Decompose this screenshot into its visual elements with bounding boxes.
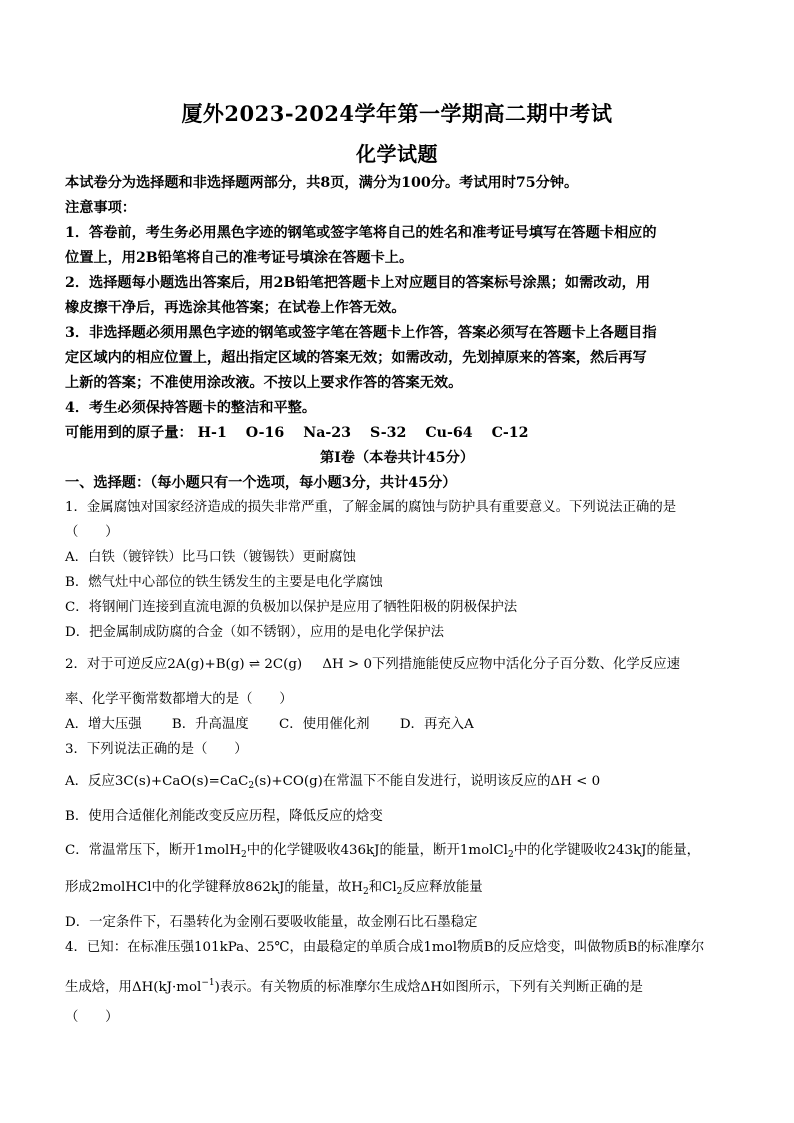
atomic-mass-label: 可能用到的原子量： bbox=[65, 425, 193, 441]
q2-option-c: C．使用催化剂 bbox=[278, 717, 370, 732]
section-1-title: 一、选择题：（每小题只有一个选项，每小题3分，共计45分） bbox=[65, 475, 457, 491]
q4-text: )表示。有关物质的标准摩尔生成焓ΔH如图所示，下列有关判断正确的是 bbox=[214, 980, 643, 995]
q1-option-c: C．将钢闸门连接到直流电源的负极加以保护是应用了牺牲阳极的阴极保护法 bbox=[65, 600, 518, 615]
atomic-mass-item: O-16 bbox=[245, 425, 285, 441]
notice-3c: 上新的答案；不准使用涂改液。不按以上要求作答的答案无效。 bbox=[65, 375, 463, 391]
q4-line-1: 4．已知：在标准压强101kPa、25℃，由最稳定的单质合成1mol物质B的反应焓变，叫做物质B的标准摩尔 bbox=[65, 940, 705, 955]
q3-c-text: 和Cl bbox=[368, 880, 397, 895]
q3-c-sub: 2 bbox=[362, 887, 369, 897]
q3-c-sub: 2 bbox=[396, 887, 403, 897]
page-title: 厦外2023-2024学年第一学期高二期中考试 bbox=[181, 101, 613, 126]
q3-c-sub: 2 bbox=[507, 850, 514, 860]
q4-text: 生成焓，用ΔH(kJ·mol bbox=[65, 980, 202, 995]
q2-option-d: D．再充入A bbox=[399, 717, 474, 732]
q3-a-eq2: (s)+CO(g) bbox=[254, 774, 323, 789]
q2-stem-a bbox=[65, 656, 680, 674]
q1-option-d: D．把金属制成防腐的合金（如不锈钢），应用的是电化学保护法 bbox=[65, 625, 444, 640]
q4-line-2 bbox=[65, 974, 643, 997]
notice-3a: 3．非选择题必须用黑色字迹的钢笔或签字笔在答题卡上作答，答案必须写在答题卡上各题目指 bbox=[65, 325, 657, 341]
q3-a-prefix: A．反应 bbox=[65, 774, 115, 789]
q4-sup: −1 bbox=[201, 978, 215, 988]
q3-stem: 3．下列说法正确的是（ ） bbox=[65, 742, 248, 757]
q2-eq-rhs: 2C(g) bbox=[264, 657, 303, 672]
q1-option-a: A．白铁（镀锌铁）比马口铁（镀锡铁）更耐腐蚀 bbox=[65, 550, 356, 565]
q3-a-post: 在常温下不能自发进行，说明该反应的ΔH < 0 bbox=[322, 774, 601, 789]
q3-c-sub: 2 bbox=[241, 850, 247, 860]
atomic-mass-line bbox=[65, 424, 529, 442]
notice-2a: 2．选择题每小题选出答案后，用2B铅笔把答题卡上对应题目的答案标号涂黑；如需改动，用 bbox=[65, 275, 651, 291]
atomic-mass-item: C-12 bbox=[491, 425, 529, 441]
q3-c-text: C．常温常压下，断开1molH bbox=[65, 843, 241, 858]
q2-stem-b: 率、化学平衡常数都增大的是（ ） bbox=[65, 692, 293, 707]
q3-a-eq1: 3C(s)+CaO(s)=CaC bbox=[114, 774, 249, 789]
notice-3b: 定区域内的相应位置上，超出指定区域的答案无效；如需改动，先划掉原来的答案，然后再写 bbox=[65, 350, 647, 366]
notice-2b: 橡皮擦干净后，再选涂其他答案；在试卷上作答无效。 bbox=[65, 300, 406, 316]
q1-stem-a: 1．金属腐蚀对国家经济造成的损失非常严重，了解金属的腐蚀与防护具有重要意义。下列说法正确的是 bbox=[65, 500, 677, 515]
q3-c-text: 反应释放能量 bbox=[402, 880, 483, 895]
page-subtitle: 化学试题 bbox=[356, 142, 438, 166]
atomic-mass-item: H-1 bbox=[197, 425, 227, 441]
q3-option-c-line2 bbox=[65, 879, 483, 901]
q2-option-b: B．升高温度 bbox=[171, 717, 249, 732]
q3-option-a bbox=[65, 773, 600, 795]
atomic-mass-item: Cu-64 bbox=[425, 425, 473, 441]
part-1-title: 第Ⅰ卷（本卷共计45分） bbox=[319, 450, 475, 466]
q2-eq-lhs: 2A(g)+B(g) bbox=[167, 657, 245, 672]
q4-line-3: （ ） bbox=[65, 1010, 119, 1025]
q3-c-text: 中的化学键吸收243kJ的能量， bbox=[513, 843, 701, 858]
q3-c-text: 中的化学键吸收436kJ的能量，断开1molCl bbox=[246, 843, 508, 858]
notice-1a: 1．答卷前，考生务必用黑色字迹的钢笔或签字笔将自己的姓名和准考证号填写在答题卡相应的 bbox=[65, 225, 657, 241]
notice-1b: 位置上，用2B铅笔将自己的准考证号填涂在答题卡上。 bbox=[65, 250, 414, 266]
q3-option-b: B．使用合适催化剂能改变反应历程，降低反应的焓变 bbox=[65, 809, 383, 824]
q1-stem-b: （ ） bbox=[65, 525, 119, 540]
equilibrium-arrow-icon: ⇌ bbox=[248, 657, 261, 672]
notice-title: 注意事项： bbox=[65, 200, 136, 216]
q1-option-b: B．燃气灶中心部位的铁生锈发生的主要是电化学腐蚀 bbox=[65, 575, 383, 590]
q3-a-sub: 2 bbox=[248, 781, 255, 791]
q3-option-d: D．一定条件下，石墨转化为金刚石要吸收能量，故金刚石比石墨稳定 bbox=[65, 915, 478, 930]
q3-option-c-line1 bbox=[65, 842, 700, 864]
q2-option-a: A．增大压强 bbox=[65, 717, 142, 732]
intro-text: 本试卷分为选择题和非选择题两部分，共8页，满分为100分。考试用时75分钟。 bbox=[65, 175, 579, 191]
notice-4: 4．考生必须保持答题卡的整洁和平整。 bbox=[65, 400, 317, 416]
q3-c-text: 形成2molHCl中的化学键释放862kJ的能量，故H bbox=[65, 880, 363, 895]
q2-condition: ΔH > 0 bbox=[322, 657, 372, 672]
q2-options bbox=[65, 716, 474, 734]
q2-stem-text: 下列措施能使反应物中活化分子百分数、化学反应速 bbox=[372, 657, 680, 672]
atomic-mass-item: S-32 bbox=[370, 425, 407, 441]
atomic-mass-item: Na-23 bbox=[303, 425, 352, 441]
q2-prefix: 2．对于可逆反应 bbox=[65, 657, 168, 672]
